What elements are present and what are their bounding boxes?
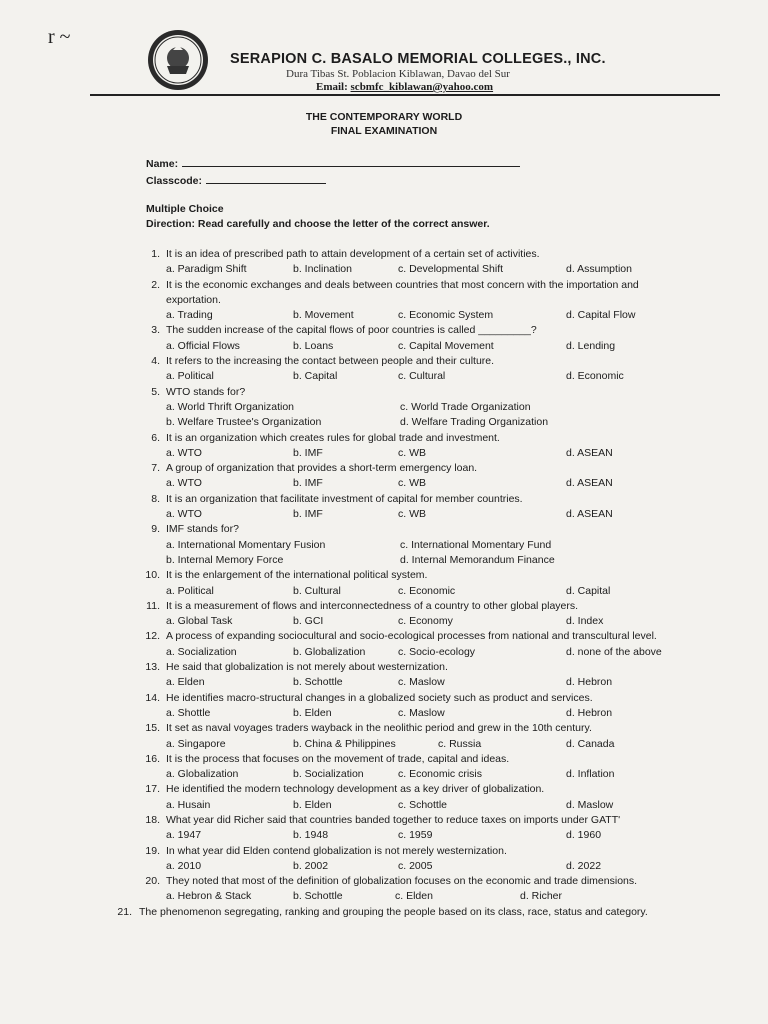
question-number: 20. [145, 875, 160, 888]
answer-option[interactable]: d. 2022 [566, 859, 602, 872]
question-item [0, 278, 768, 324]
option-row [0, 507, 768, 522]
answer-option[interactable]: c. Socio-ecology [398, 645, 476, 658]
question-number: 6. [151, 431, 160, 444]
answer-option[interactable]: c. Elden [395, 890, 433, 903]
question-stem: He identified the modern technology development as a key driver of globalization. [166, 783, 545, 796]
answer-option[interactable]: c. Schottle [398, 798, 448, 811]
question-number: 14. [145, 691, 160, 704]
header-divider [90, 94, 720, 96]
question-item [0, 599, 768, 630]
answer-option[interactable]: a. Hebron & Stack [166, 890, 252, 903]
question-stem: He said that globalization is not merely about westernization. [166, 661, 448, 674]
school-name: SERAPION C. BASALO MEMORIAL COLLEGES., INC. [230, 51, 606, 67]
answer-option[interactable]: a. Shottle [166, 706, 211, 719]
section-title: Multiple Choice [146, 203, 224, 215]
answer-option[interactable]: c. Maslow [398, 706, 445, 719]
question-item [0, 629, 768, 660]
option-row [0, 798, 768, 813]
email-row [316, 81, 493, 93]
school-address: Dura Tibas St. Poblacion Kiblawan, Davao del Sur [286, 68, 510, 80]
answer-option[interactable]: b. Globalization [293, 645, 366, 658]
answer-option[interactable]: b. Schottle [293, 676, 343, 689]
answer-option[interactable]: a. 1947 [166, 829, 202, 842]
answer-option[interactable]: c. Maslow [398, 676, 445, 689]
option-row [0, 538, 768, 553]
option-row [0, 767, 768, 782]
exam-title: THE CONTEMPORARY WORLD [305, 111, 463, 123]
question-item [0, 844, 768, 875]
answer-option[interactable]: a. Globalization [166, 768, 239, 781]
answer-option[interactable]: b. Capital [293, 370, 338, 383]
answer-option[interactable]: a. Trading [166, 309, 213, 322]
answer-option[interactable]: c. 2005 [398, 859, 433, 872]
answer-option[interactable]: d. Hebron [566, 676, 613, 689]
question-item [0, 522, 768, 568]
answer-option[interactable]: a. Socialization [166, 645, 237, 658]
answer-option[interactable]: b. Schottle [293, 890, 343, 903]
answer-option[interactable]: c. Russia [438, 737, 482, 750]
question-list [0, 247, 768, 920]
answer-option[interactable]: c. Economy [398, 615, 453, 628]
answer-option[interactable]: a. WTO [166, 446, 202, 459]
answer-option[interactable]: a. Singapore [166, 737, 226, 750]
answer-option[interactable]: a. Political [166, 370, 214, 383]
answer-option[interactable]: a. Official Flows [166, 339, 240, 352]
answer-option[interactable]: a. Paradigm Shift [166, 263, 247, 276]
answer-option[interactable]: c. 1959 [398, 829, 433, 842]
email-link[interactable]: scbmfc_kiblawan@yahoo.com [350, 81, 494, 93]
question-item [0, 752, 768, 783]
question-number: 16. [145, 752, 160, 765]
question-stem: WTO stands for? [166, 385, 246, 398]
answer-option[interactable]: c. World Trade Organization [400, 400, 531, 413]
answer-option[interactable]: c. Cultural [398, 370, 446, 383]
name-blank-line [182, 156, 520, 167]
option-row [0, 369, 768, 384]
option-row [0, 584, 768, 599]
answer-option[interactable]: b. IMF [293, 508, 323, 521]
answer-option[interactable]: a. World Thrift Organization [166, 400, 294, 413]
question-stem: He identifies macro-structural changes in a globalized society such as product and services. [166, 691, 593, 704]
answer-option[interactable]: b. Elden [293, 798, 332, 811]
question-item [0, 874, 768, 905]
answer-option[interactable]: a. WTO [166, 508, 202, 521]
question-stem: A process of expanding sociocultural and socio-ecological processes from national and transcultural level. [166, 630, 657, 643]
option-row [0, 614, 768, 629]
answer-option[interactable]: b. Loans [293, 339, 334, 352]
option-row [0, 308, 768, 323]
question-stem: The sudden increase of the capital flows of poor countries is called _________? [166, 324, 537, 337]
answer-option[interactable]: b. Socialization [293, 768, 364, 781]
answer-option[interactable]: d. Lending [566, 339, 616, 352]
answer-option[interactable]: d. Internal Memorandum Finance [400, 553, 555, 566]
question-number: 13. [145, 661, 160, 674]
question-number: 2. [151, 278, 160, 291]
answer-option[interactable]: d. ASEAN [566, 446, 613, 459]
option-row [0, 859, 768, 874]
question-stem: It is an organization which creates rules for global trade and investment. [166, 431, 500, 444]
answer-option[interactable]: d. Canada [566, 737, 615, 750]
answer-option[interactable]: b. Elden [293, 706, 332, 719]
answer-option[interactable]: b. Cultural [293, 584, 341, 597]
question-stem: They noted that most of the definition of globalization focuses on the economic and trade dimensions. [166, 875, 638, 888]
answer-option[interactable]: d. Maslow [566, 798, 614, 811]
answer-option[interactable]: b. Inclination [293, 263, 352, 276]
question-number: 17. [145, 783, 160, 796]
question-stem: It is the enlargement of the international political system. [166, 569, 428, 582]
answer-option[interactable]: b. IMF [293, 446, 323, 459]
option-row [0, 476, 768, 491]
question-stem: IMF stands for? [166, 523, 239, 536]
answer-option[interactable]: b. IMF [293, 477, 323, 490]
exam-subtitle: FINAL EXAMINATION [330, 125, 438, 137]
question-number: 10. [145, 569, 160, 582]
answer-option[interactable]: b. Movement [293, 309, 354, 322]
answer-option[interactable]: c. International Momentary Fund [400, 538, 552, 551]
classcode-field [146, 173, 326, 187]
classcode-label: Classcode: [146, 175, 203, 187]
question-number: 7. [151, 462, 160, 475]
question-number: 8. [151, 492, 160, 505]
question-item [0, 354, 768, 385]
classcode-blank-line [206, 173, 326, 184]
answer-option[interactable]: a. Political [166, 584, 214, 597]
option-row [0, 415, 768, 430]
question-number: 15. [145, 722, 160, 735]
question-number: 3. [151, 324, 160, 337]
question-number: 4. [151, 355, 160, 368]
answer-option[interactable]: c. WB [398, 477, 426, 490]
answer-option[interactable]: c. Economic crisis [398, 768, 483, 781]
option-row [0, 553, 768, 568]
option-row [0, 706, 768, 721]
question-number: 18. [145, 813, 160, 826]
question-number: 21. [117, 905, 132, 918]
answer-option[interactable]: a. International Momentary Fusion [166, 538, 326, 551]
answer-option[interactable]: c. WB [398, 508, 426, 521]
answer-option[interactable]: a. Global Task [166, 615, 233, 628]
answer-option[interactable]: c. Economic System [398, 309, 494, 322]
answer-option[interactable]: d. Inflation [566, 768, 615, 781]
answer-option[interactable]: a. Husain [166, 798, 211, 811]
question-stem: The phenomenon segregating, ranking and grouping the people based on its class, race, status and category. [139, 905, 648, 918]
question-stem: It is a measurement of flows and interconnectedness of a country to other global players. [166, 599, 579, 612]
question-item [0, 461, 768, 492]
answer-option[interactable]: c. Capital Movement [398, 339, 494, 352]
name-label: Name: [146, 158, 179, 170]
answer-option[interactable]: d. Capital [566, 584, 611, 597]
question-number: 1. [151, 248, 160, 260]
option-row [0, 737, 768, 752]
question-stem: In what year did Elden contend globalization is not merely westernization. [166, 844, 507, 857]
answer-option[interactable]: b. Welfare Trustee's Organization [166, 416, 322, 429]
question-item [0, 691, 768, 722]
answer-option[interactable]: d. Economic [566, 370, 624, 383]
answer-option[interactable]: d. Index [566, 615, 604, 628]
question-stem: It set as naval voyages traders wayback in the neolithic period and grew in the 10th century. [166, 722, 592, 735]
answer-option[interactable]: c. Developmental Shift [398, 263, 504, 276]
question-stem: It is an organization that facilitate investment of capital for member countries. [166, 492, 523, 505]
question-stem: It is the economic exchanges and deals between countries that most concern with the importation and [166, 278, 639, 291]
answer-option[interactable]: b. 2002 [293, 859, 329, 872]
option-row [0, 339, 768, 354]
option-row [0, 645, 768, 660]
question-number: 12. [145, 630, 160, 643]
question-number: 11. [146, 599, 160, 612]
answer-option[interactable]: d. 1960 [566, 829, 602, 842]
question-item [0, 782, 768, 813]
answer-option[interactable]: d. Richer [520, 890, 563, 903]
answer-option[interactable]: c. WB [398, 446, 426, 459]
answer-option[interactable]: a. WTO [166, 477, 202, 490]
question-item [0, 247, 768, 278]
name-field [146, 156, 520, 170]
question-item [0, 323, 768, 354]
option-row [0, 400, 768, 415]
answer-option[interactable]: d. ASEAN [566, 508, 613, 521]
email-label: Email: [316, 81, 348, 93]
answer-option[interactable]: a. Elden [166, 676, 205, 689]
answer-option[interactable]: b. GCI [293, 615, 324, 628]
answer-option[interactable]: b. China & Philippines [293, 737, 396, 750]
question-stem: What year did Richer said that countries banded together to reduce taxes on imports under GATT' [166, 813, 621, 826]
answer-option[interactable]: a. 2010 [166, 859, 202, 872]
question-number: 5. [151, 385, 160, 398]
answer-option[interactable]: d. none of the above [566, 645, 662, 658]
question-stem: exportation. [166, 293, 221, 306]
option-row [0, 889, 768, 904]
answer-option[interactable]: d. Capital Flow [566, 309, 636, 322]
question-item [0, 721, 768, 752]
question-item [0, 660, 768, 691]
question-stem: A group of organization that provides a short-term emergency loan. [166, 462, 478, 475]
question-item [0, 568, 768, 599]
direction-text: Direction: Read carefully and choose the letter of the correct answer. [146, 218, 490, 230]
question-stem: It is the process that focuses on the movement of trade, capital and ideas. [166, 752, 510, 765]
handwritten-mark: r ~ [48, 26, 71, 48]
question-item [0, 431, 768, 462]
answer-option[interactable]: d. Welfare Trading Organization [400, 416, 549, 429]
answer-option[interactable]: b. 1948 [293, 829, 329, 842]
question-stem: It is an idea of prescribed path to attain development of a certain set of activities. [166, 248, 540, 260]
answer-option[interactable]: b. Internal Memory Force [166, 553, 284, 566]
option-row [0, 675, 768, 690]
question-stem: It refers to the increasing the contact between people and their culture. [166, 355, 495, 368]
question-item [0, 905, 768, 920]
question-item [0, 492, 768, 523]
answer-option[interactable]: d. Assumption [566, 263, 632, 276]
question-number: 9. [151, 523, 160, 536]
school-seal-logo [146, 28, 210, 92]
answer-option[interactable]: d. Hebron [566, 706, 613, 719]
answer-option[interactable]: c. Economic [398, 584, 456, 597]
option-row [0, 262, 768, 277]
question-number: 19. [145, 844, 160, 857]
question-item [0, 385, 768, 431]
answer-option[interactable]: d. ASEAN [566, 477, 613, 490]
question-item [0, 813, 768, 844]
option-row [0, 446, 768, 461]
option-row [0, 828, 768, 843]
